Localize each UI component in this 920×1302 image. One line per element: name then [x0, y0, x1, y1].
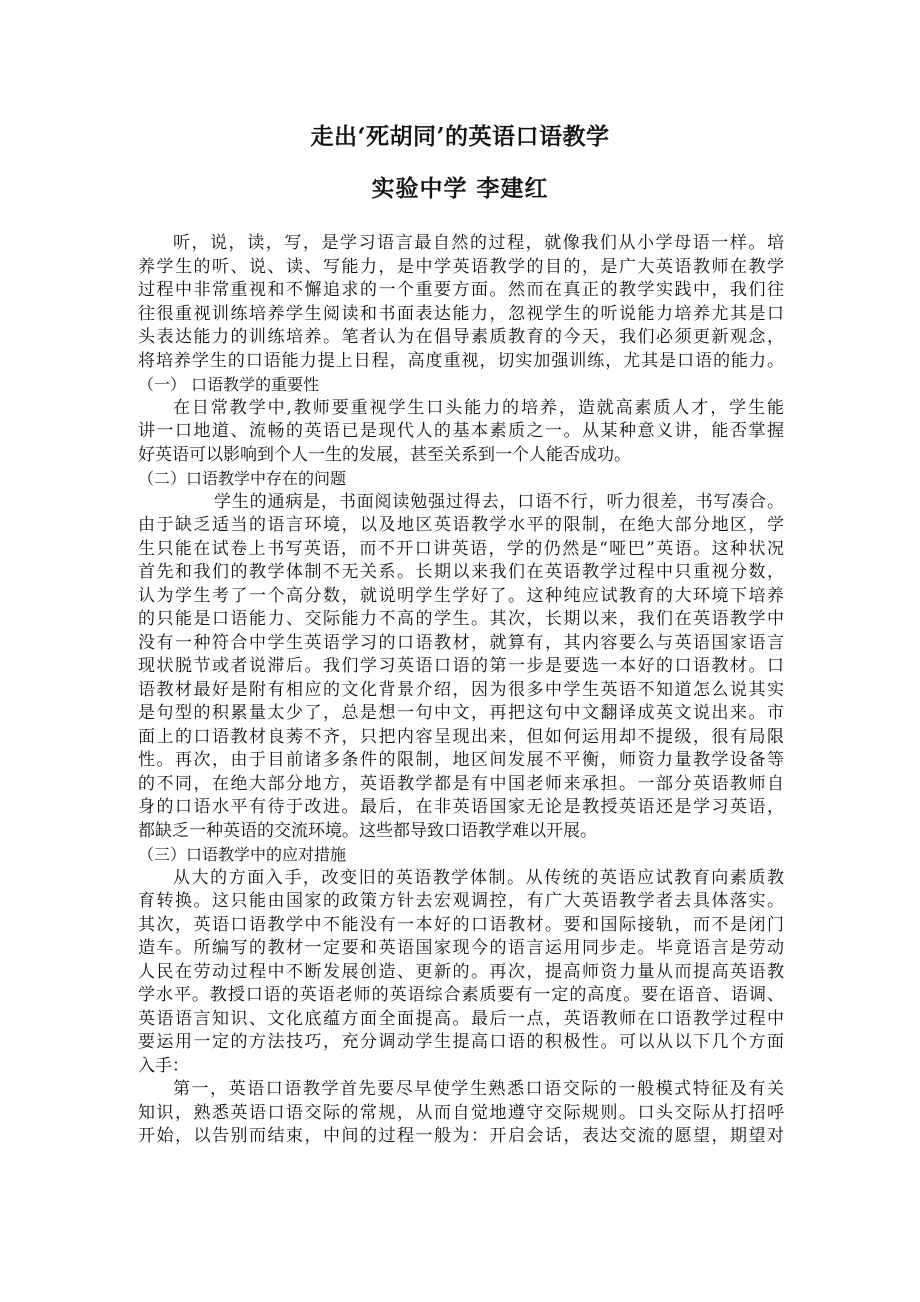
paragraph-line: 入手：	[138, 1055, 189, 1076]
paragraph-line: 语教材最好是附有相应的文化背景介绍，因为很多中学生英语不知道怎么说其实	[138, 679, 784, 700]
paragraph-line: 开始，以告别而结束，中间的过程一般为：开启会话，表达交流的愿望，期望对	[138, 1126, 784, 1146]
paragraph-line: 生只能在试卷上书写英语，而不开口讲英语，学的仍然是“哑巴”英语。这种状况	[138, 538, 784, 559]
paragraph-line: 的只能是口语能力、交际能力不高的学生。其次，长期以来，我们在英语教学中	[138, 609, 784, 629]
paragraph-line: 面上的口语教材良莠不齐，只把内容呈现出来，但如何运用却不提级，很有局限	[138, 726, 784, 747]
paragraph-line: 听，说，读，写，是学习语言最自然的过程，就像我们从小学母语一样。培	[173, 233, 784, 253]
paragraph-line: 都缺乏一种英语的交流环境。这些都导致口语教学难以开展。	[138, 820, 597, 841]
paragraph-line: 首先和我们的教学体制不无关系。长期以来我们在英语教学过程中只重视分数，	[138, 562, 784, 582]
paragraph-line: 要运用一定的方法技巧，充分调动学生提高口语的积极性。可以从以下几个方面	[138, 1032, 784, 1052]
paragraph-line: 讲一口地道、流畅的英语已是现代人的基本素质之一。从某种意义讲，能否掌握	[138, 421, 784, 441]
paragraph-line: 其次，英语口语教学中不能没有一本好的口语教材。要和国际接轨，而不是闭门	[138, 914, 784, 935]
section-heading: （三）口语教学中的应对措施	[138, 845, 347, 864]
paragraph-line: 知识，熟悉英语口语交际的常规，从而自觉地遵守交际规则。口头交际从打招呼	[138, 1102, 784, 1123]
paragraph-line: 学生的通病是，书面阅读勉强过得去，口语不行，听力很差，书写凑合。	[214, 491, 784, 512]
document-body	[138, 232, 784, 1149]
paragraph-line: 头表达能力的训练培养。笔者认为在倡导素质教育的今天，我们必须更新观念，	[138, 327, 784, 347]
paragraph-line: 将培养学生的口语能力提上日程，高度重视，切实加强训练，尤其是口语的能力。	[138, 350, 784, 371]
paragraph-line: 没有一种符合中学生英语学习的口语教材，就算有，其内容要么与英语国家语言	[138, 632, 784, 653]
paragraph-line: 认为学生考了一个高分数，就说明学生学好了。这种纯应试教育的大环境下培养	[138, 585, 784, 606]
paragraph-line: 在日常教学中,教师要重视学生口头能力的培养，造就高素质人才，学生能	[173, 397, 784, 418]
paragraph-line: 由于缺乏适当的语言环境，以及地区英语教学水平的限制，在绝大部分地区，学	[138, 515, 784, 535]
paragraph-line: 从大的方面入手，改变旧的英语教学体制。从传统的英语应试教育向素质教	[173, 867, 784, 888]
section-heading: （二）口语教学中存在的问题	[138, 469, 347, 488]
paragraph-line: 英语语言知识、文化底蕴方面全面提高。最后一点，英语教师在口语教学过程中	[138, 1008, 784, 1029]
paragraph-line: 人民在劳动过程中不断发展创造、更新的。再次，提高师资力量从而提高英语教	[138, 961, 784, 982]
paragraph-line: 往很重视训练培养学生阅读和书面表达能力，忽视学生的听说能力培养尤其是口	[138, 303, 784, 324]
paragraph-line: 学水平。教授口语的英语老师的英语综合素质要有一定的高度。要在语音、语调、	[138, 985, 784, 1005]
paragraph-line: 育转换。这只能由国家的政策方针去宏观调控，有广大英语教学者去具体落实。	[138, 891, 784, 911]
paragraph-line: 过程中非常重视和不懈追求的一个重要方面。然而在真正的教学实践中，我们往	[138, 280, 784, 300]
paragraph-line: 的不同，在绝大部分地方，英语教学都是有中国老师来承担。一部分英语教师自	[138, 773, 784, 794]
paragraph-line: 现状脱节或者说滞后。我们学习英语口语的第一步是要选一本好的口语教材。口	[138, 656, 784, 676]
paragraph-line: 是句型的积累量太少了，总是想一句中文，再把这句中文翻译成英文说出来。市	[138, 703, 784, 723]
paragraph-line: 养学生的听、说、读、写能力，是中学英语教学的目的，是广大英语教师在教学	[138, 256, 784, 277]
paragraph-line: 造车。所编写的教材一定要和英语国家现今的语言运用同步走。毕竟语言是劳动	[138, 938, 784, 958]
paragraph-line: 第一，英语口语教学首先要尽早使学生熟悉口语交际的一般模式特征及有关	[173, 1079, 784, 1099]
section-heading: （一） 口语教学的重要性	[138, 375, 320, 394]
author-line: 实验中学 李建红	[371, 175, 549, 202]
paragraph-line: 好英语可以影响到个人一生的发展，甚至关系到一个人能否成功。	[138, 444, 631, 465]
paragraph-line: 身的口语水平有待于改进。最后，在非英语国家无论是教授英语还是学习英语，	[138, 797, 784, 817]
document-title: 走出‘死胡同’的英语口语教学	[310, 123, 610, 150]
paragraph-line: 性。再次，由于目前诸多条件的限制，地区间发展不平衡，师资力量教学设备等	[138, 750, 784, 770]
